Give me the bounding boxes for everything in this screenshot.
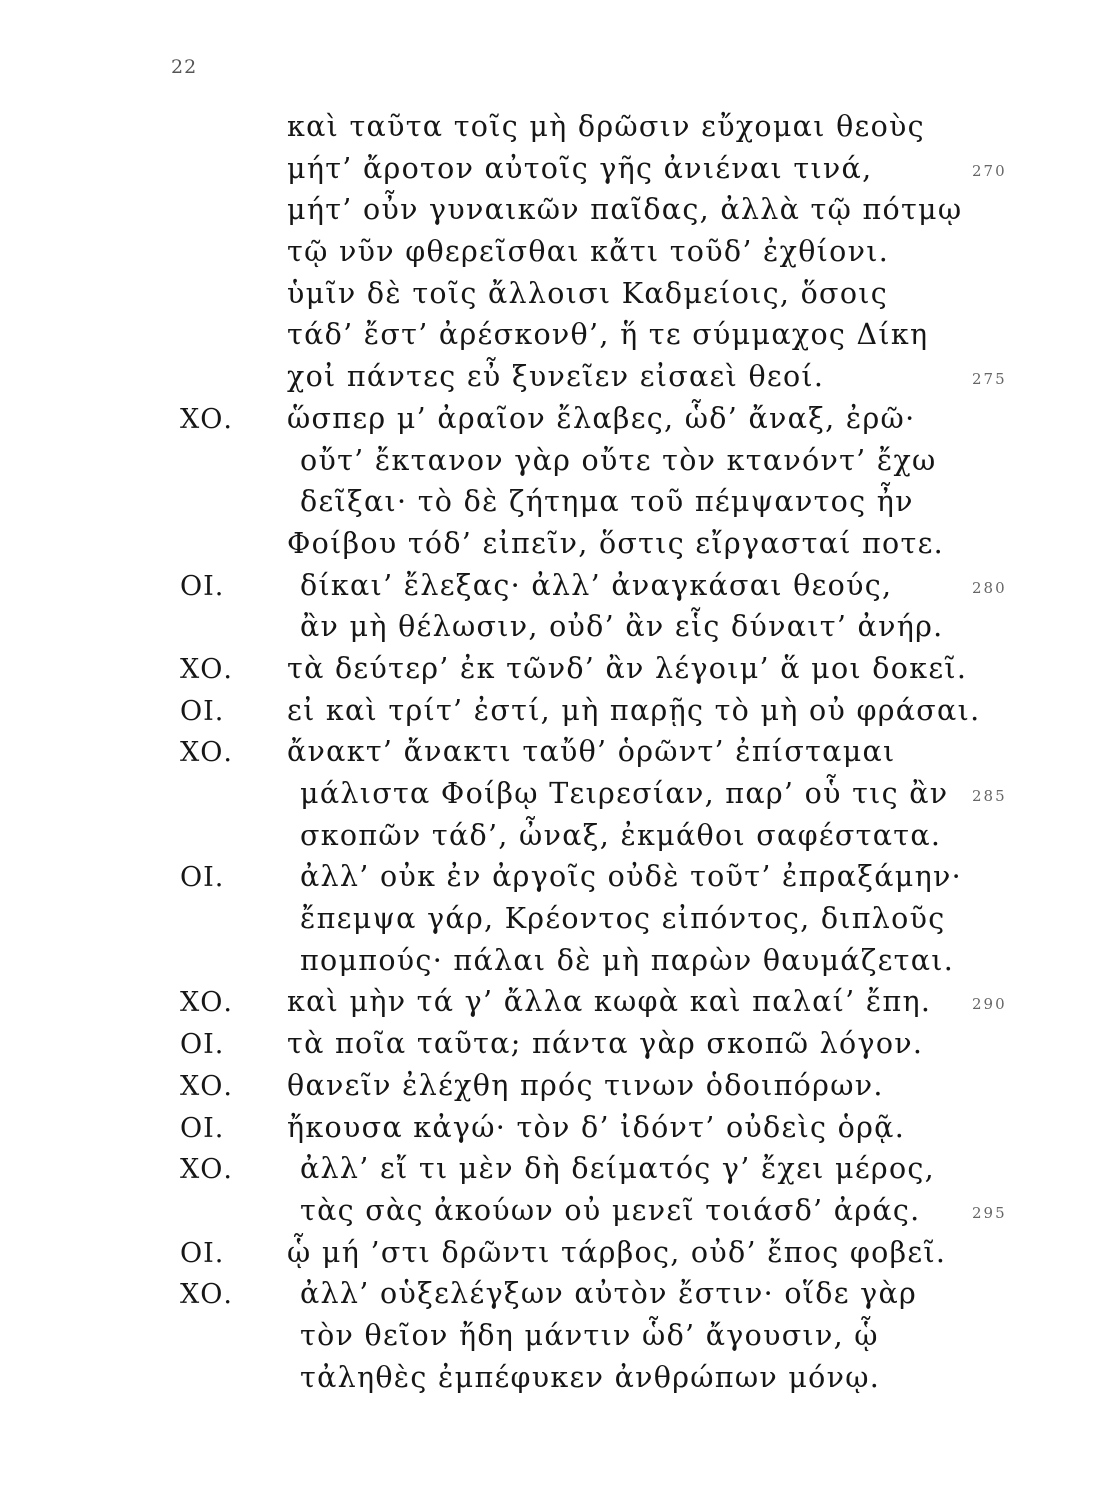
verse-text: ἤκουσα κἀγώ· τὸν δ’ ἰδόντ’ οὐδεὶς ὁρᾷ. [287, 1110, 906, 1144]
verse-text: ἂν μὴ θέλωσιν, οὐδ’ ἂν εἷς δύναιτ’ ἀνήρ. [300, 610, 944, 644]
line-number: 290 [972, 995, 1007, 1014]
verse-line [0, 442, 1104, 484]
line-number: 280 [972, 578, 1007, 597]
verse-text: δεῖξαι· τὸ δὲ ζήτημα τοῦ πέμψαντος ἦν [300, 485, 914, 519]
verse-line [0, 1067, 1104, 1109]
verse-text: δίκαι’ ἔλεξας· ἀλλ’ ἀναγκάσαι θεούς, [300, 568, 893, 602]
verse-text: τὰ δεύτερ’ ἐκ τῶνδ’ ἂν λέγοιμ’ ἅ μοι δοκεῖ. [287, 651, 968, 685]
verse-line [0, 108, 1104, 150]
verse-line [0, 983, 1104, 1025]
verse-line [0, 150, 1104, 192]
verse-block [0, 108, 1104, 1400]
speaker-label: ΧΟ. [180, 1070, 233, 1102]
verse-text: ἀλλ’ οὑξελέγξων αὐτὸν ἔστιν· οἵδε γὰρ [300, 1277, 918, 1311]
verse-line [0, 483, 1104, 525]
verse-text: οὔτ’ ἔκτανον γὰρ οὔτε τὸν κτανόντ’ ἔχω [300, 443, 937, 477]
verse-text: καὶ ταῦτα τοῖς μὴ δρῶσιν εὔχομαι θεοὺς [287, 110, 925, 143]
verse-text: τῷ νῦν φθερεῖσθαι κἄτι τοῦδ’ ἐχθίονι. [287, 235, 890, 269]
verse-line [0, 900, 1104, 942]
verse-text: θανεῖν ἐλέχθη πρός τινων ὁδοιπόρων. [287, 1068, 884, 1102]
verse-text: τἀληθὲς ἐμπέφυκεν ἀνθρώπων μόνῳ. [300, 1360, 881, 1394]
verse-text: ὑμῖν δὲ τοῖς ἄλλοισι Καδμείοις, ὅσοις [287, 276, 889, 310]
verse-line [0, 733, 1104, 775]
verse-line [0, 1359, 1104, 1401]
verse-line [0, 316, 1104, 358]
line-number: 285 [972, 787, 1007, 805]
verse-line [0, 650, 1104, 692]
speaker-label: ΟΙ. [180, 695, 225, 727]
verse-text: πομπούς· πάλαι δὲ μὴ παρὼν θαυμάζεται. [300, 943, 955, 977]
verse-line [0, 358, 1104, 400]
speaker-label: ΟΙ. [180, 1029, 225, 1061]
verse-text: εἰ καὶ τρίτ’ ἐστί, μὴ παρῇς τὸ μὴ οὐ φράσαι. [287, 693, 981, 727]
speaker-label: ΧΟ. [180, 1154, 233, 1186]
verse-text: τὰ ποῖα ταῦτα; πάντα γὰρ σκοπῶ λόγον. [287, 1027, 924, 1061]
verse-line [0, 233, 1104, 275]
verse-line [0, 275, 1104, 317]
speaker-label: ΧΟ. [180, 653, 233, 685]
verse-line [0, 858, 1104, 900]
speaker-label: ΧΟ. [180, 737, 233, 769]
verse-line [0, 1025, 1104, 1067]
verse-line [0, 1317, 1104, 1359]
line-number: 295 [972, 1203, 1007, 1222]
verse-text: σκοπῶν τάδ’, ὦναξ, ἐκμάθοι σαφέστατα. [300, 818, 942, 852]
verse-line [0, 1192, 1104, 1234]
speaker-label: ΟΙ. [180, 1112, 225, 1144]
verse-text: ἀλλ’ εἴ τι μὲν δὴ δείματός γ’ ἔχει μέρος, [300, 1152, 936, 1186]
speaker-label: ΟΙ. [180, 570, 225, 602]
verse-text: χοἰ πάντες εὖ ξυνεῖεν εἰσαεὶ θεοί. [287, 360, 825, 394]
speaker-label: ΟΙ. [180, 862, 225, 894]
speaker-label: ΧΟ. [180, 987, 233, 1019]
verse-text: μήτ’ ἄροτον αὐτοῖς γῆς ἀνιέναι τινά, [287, 151, 873, 185]
verse-line [0, 1275, 1104, 1317]
verse-line [0, 692, 1104, 734]
verse-line [0, 525, 1104, 567]
line-number: 275 [972, 370, 1007, 389]
verse-text: ᾧ μή ’στι δρῶντι τάρβος, οὐδ’ ἔπος φοβεῖ. [287, 1235, 947, 1269]
verse-text: ἄνακτ’ ἄνακτι ταὔθ’ ὁρῶντ’ ἐπίσταμαι [287, 735, 896, 769]
verse-line [0, 1234, 1104, 1276]
verse-text: τὰς σὰς ἀκούων οὐ μενεῖ τοιάσδ’ ἀράς. [300, 1193, 921, 1227]
verse-text: καὶ μὴν τά γ’ ἄλλα κωφὰ καὶ παλαί’ ἔπη. [287, 985, 932, 1019]
verse-line [0, 775, 1104, 817]
verse-text: ἔπεμψα γάρ, Κρέοντος εἰπόντος, διπλοῦς [300, 902, 946, 936]
speaker-label: ΧΟ. [180, 403, 233, 435]
speaker-label: ΧΟ. [180, 1279, 233, 1311]
verse-line [0, 608, 1104, 650]
page-number: 22 [171, 56, 198, 78]
verse-text: μάλιστα Φοίβῳ Τειρεσίαν, παρ’ οὗ τις ἂν [300, 777, 949, 810]
verse-text: τάδ’ ἔστ’ ἀρέσκονθ’, ἥ τε σύμμαχος Δίκη [287, 318, 929, 352]
verse-line [0, 400, 1104, 442]
verse-line [0, 191, 1104, 233]
verse-text: τὸν θεῖον ἤδη μάντιν ὧδ’ ἄγουσιν, ᾧ [300, 1318, 879, 1352]
verse-line [0, 567, 1104, 609]
verse-text: ἀλλ’ οὐκ ἐν ἀργοῖς οὐδὲ τοῦτ’ ἐπραξάμην· [300, 860, 962, 894]
verse-text: μήτ’ οὖν γυναικῶν παῖδας, ἀλλὰ τῷ πότμῳ [287, 193, 963, 227]
verse-line [0, 942, 1104, 984]
verse-line [0, 817, 1104, 859]
speaker-label: ΟΙ. [180, 1237, 225, 1269]
verse-text: Φοίβου τόδ’ εἰπεῖν, ὅστις εἴργασταί ποτε. [287, 526, 945, 560]
verse-text: ὥσπερ μ’ ἀραῖον ἔλαβες, ὧδ’ ἄναξ, ἐρῶ· [287, 401, 916, 435]
verse-line [0, 1109, 1104, 1151]
line-number: 270 [972, 161, 1007, 180]
verse-line [0, 1150, 1104, 1192]
